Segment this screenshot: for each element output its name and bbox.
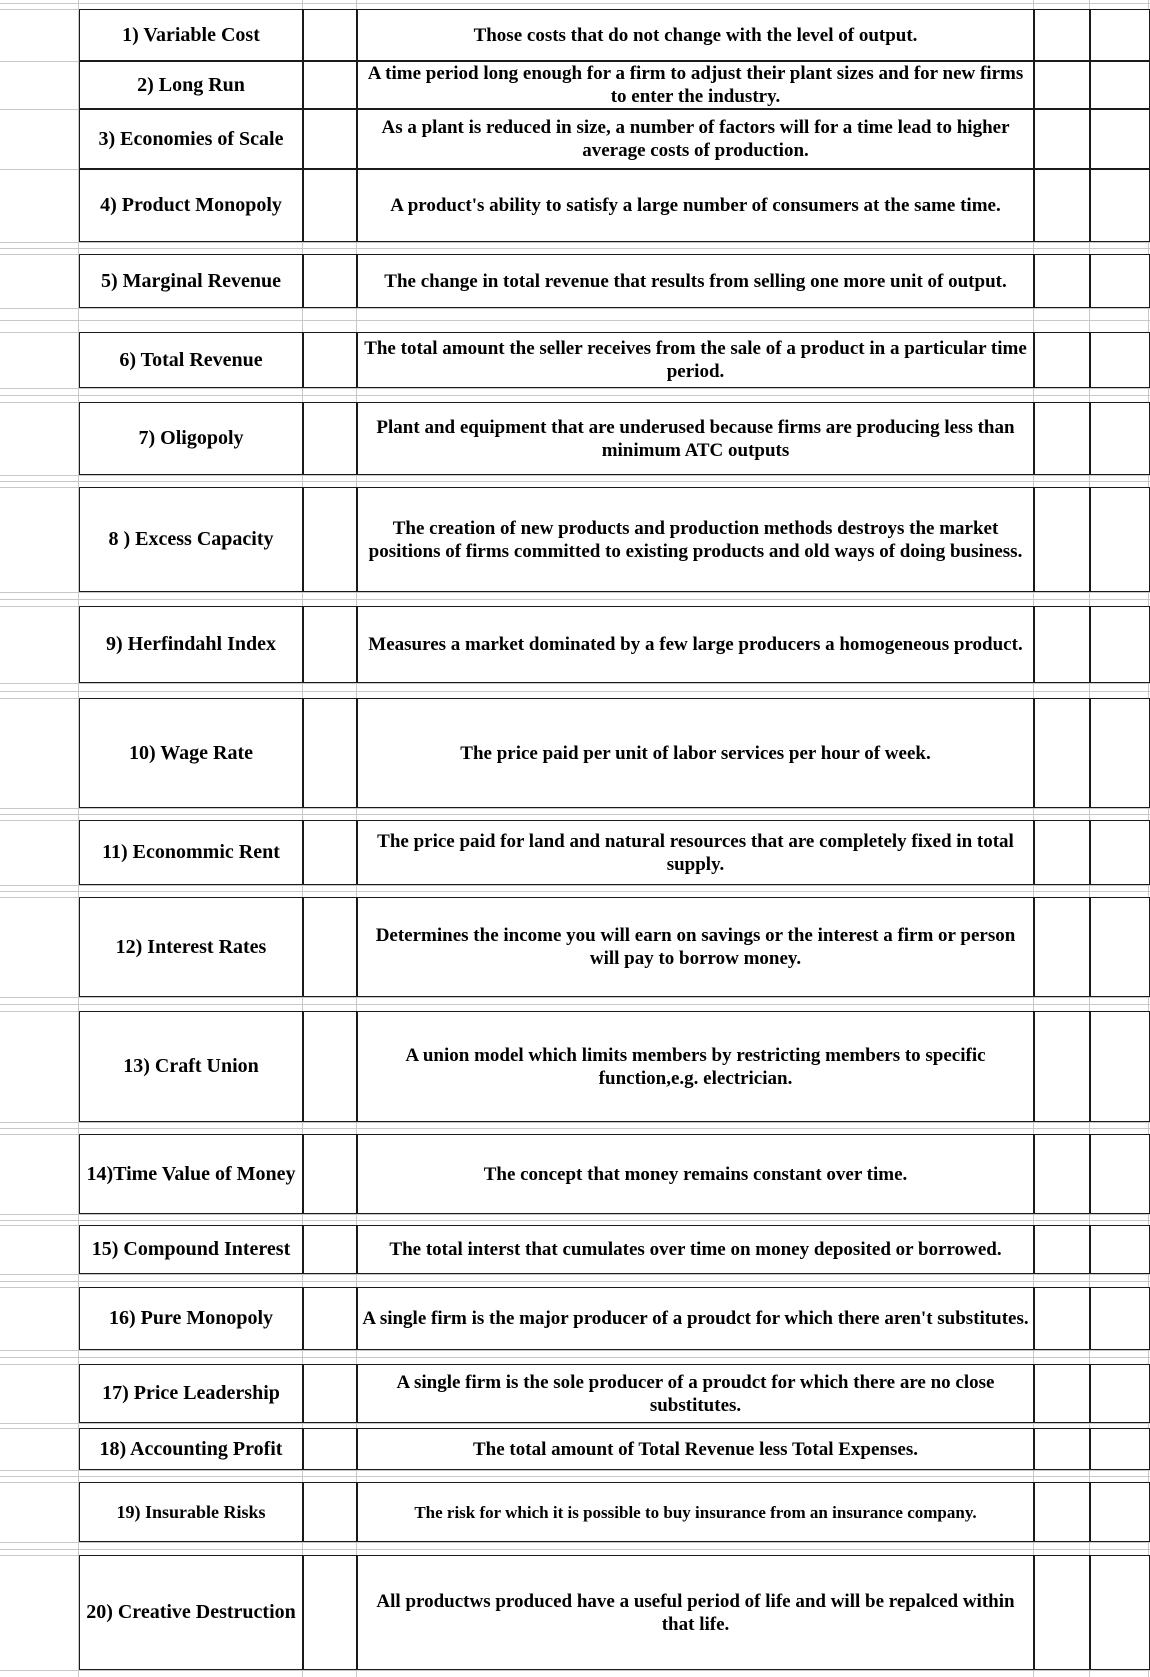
grid-line (0, 1423, 1150, 1424)
empty-answer-cell[interactable] (1034, 698, 1090, 808)
definition-cell[interactable]: The total amount the seller receives from the sale of a product in a particular time period. (357, 332, 1034, 388)
empty-answer-cell[interactable] (1090, 332, 1150, 388)
empty-answer-cell[interactable] (303, 9, 357, 61)
definition-cell[interactable]: The change in total revenue that results from selling one more unit of output. (357, 254, 1034, 308)
empty-answer-cell[interactable] (303, 487, 357, 592)
empty-answer-cell[interactable] (1034, 487, 1090, 592)
empty-answer-cell[interactable] (1090, 254, 1150, 308)
empty-answer-cell[interactable] (303, 698, 357, 808)
empty-answer-cell[interactable] (1034, 820, 1090, 885)
empty-answer-cell[interactable] (1090, 698, 1150, 808)
empty-answer-cell[interactable] (303, 1555, 357, 1670)
empty-answer-cell[interactable] (303, 109, 357, 169)
empty-answer-cell[interactable] (1034, 1482, 1090, 1542)
grid-line (0, 691, 1150, 692)
empty-answer-cell[interactable] (303, 1482, 357, 1542)
empty-answer-cell[interactable] (1034, 332, 1090, 388)
empty-answer-cell[interactable] (1034, 1134, 1090, 1214)
term-cell[interactable]: 4) Product Monopoly (79, 169, 303, 242)
empty-answer-cell[interactable] (1090, 1364, 1150, 1423)
grid-line (0, 248, 1150, 249)
grid-line (0, 1274, 1150, 1275)
empty-answer-cell[interactable] (1034, 254, 1090, 308)
term-cell[interactable]: 9) Herfindahl Index (79, 606, 303, 683)
grid-line (0, 891, 1150, 892)
term-cell[interactable]: 20) Creative Destruction (79, 1555, 303, 1670)
empty-answer-cell[interactable] (1090, 61, 1150, 109)
empty-answer-cell[interactable] (303, 61, 357, 109)
empty-answer-cell[interactable] (1090, 109, 1150, 169)
grid-line (0, 3, 1150, 4)
empty-answer-cell[interactable] (1090, 402, 1150, 475)
empty-answer-cell[interactable] (1034, 1287, 1090, 1350)
definition-cell[interactable]: A single firm is the major producer of a proudct for which there aren't substitutes. (357, 1287, 1034, 1350)
term-cell[interactable]: 17) Price Leadership (79, 1364, 303, 1423)
empty-answer-cell[interactable] (1034, 606, 1090, 683)
empty-answer-cell[interactable] (1034, 9, 1090, 61)
empty-answer-cell[interactable] (1090, 1287, 1150, 1350)
empty-answer-cell[interactable] (1090, 169, 1150, 242)
empty-answer-cell[interactable] (1034, 169, 1090, 242)
definition-cell[interactable]: The risk for which it is possible to buy insurance from an insurance company. (357, 1482, 1034, 1542)
grid-line (0, 1004, 1150, 1005)
definition-cell[interactable]: Those costs that do not change with the level of output. (357, 9, 1034, 61)
empty-answer-cell[interactable] (303, 1364, 357, 1423)
empty-answer-cell[interactable] (1090, 487, 1150, 592)
definition-cell[interactable]: Measures a market dominated by a few large producers a homogeneous product. (357, 606, 1034, 683)
grid-line (0, 1470, 1150, 1471)
definition-cell[interactable]: Plant and equipment that are underused because firms are producing less than minimum ATC outputs (357, 402, 1034, 475)
empty-answer-cell[interactable] (303, 402, 357, 475)
definition-cell[interactable]: A single firm is the sole producer of a proudct for which there are no close substitutes. (357, 1364, 1034, 1423)
grid-line (0, 1214, 1150, 1215)
grid-line (0, 599, 1150, 600)
grid-line (0, 308, 1150, 309)
term-cell[interactable]: 10) Wage Rate (79, 698, 303, 808)
term-cell[interactable]: 7) Oligopoly (79, 402, 303, 475)
grid-line (0, 1357, 1150, 1358)
grid-line (0, 997, 1150, 998)
empty-answer-cell[interactable] (1090, 1011, 1150, 1122)
empty-answer-cell[interactable] (1034, 402, 1090, 475)
grid-line (0, 885, 1150, 886)
term-cell[interactable]: 13) Craft Union (79, 1011, 303, 1122)
grid-line (0, 683, 1150, 684)
term-cell[interactable]: 8 ) Excess Capacity (79, 487, 303, 592)
empty-answer-cell[interactable] (1034, 1011, 1090, 1122)
grid-line (0, 242, 1150, 243)
empty-answer-cell[interactable] (1090, 820, 1150, 885)
empty-answer-cell[interactable] (1034, 1364, 1090, 1423)
term-cell[interactable]: 2) Long Run (79, 61, 303, 109)
term-cell[interactable]: 12) Interest Rates (79, 897, 303, 997)
empty-answer-cell[interactable] (303, 1225, 357, 1274)
definition-cell[interactable]: As a plant is reduced in size, a number of factors will for a time lead to higher average costs of production. (357, 109, 1034, 169)
term-cell[interactable]: 5) Marginal Revenue (79, 254, 303, 308)
grid-line (0, 475, 1150, 476)
term-cell[interactable]: 3) Economies of Scale (79, 109, 303, 169)
empty-answer-cell[interactable] (303, 254, 357, 308)
definition-cell[interactable]: A time period long enough for a firm to adjust their plant sizes and for new firms to enter the industry. (357, 61, 1034, 109)
definition-cell[interactable]: Determines the income you will earn on savings or the interest a firm or person will pay to borrow money. (357, 897, 1034, 997)
definition-cell[interactable]: The total interst that cumulates over time on money deposited or borrowed. (357, 1225, 1034, 1274)
empty-answer-cell[interactable] (1090, 1555, 1150, 1670)
empty-answer-cell[interactable] (1034, 1428, 1090, 1470)
empty-answer-cell[interactable] (303, 820, 357, 885)
term-cell[interactable]: 1) Variable Cost (79, 9, 303, 61)
definition-cell[interactable]: The total amount of Total Revenue less Total Expenses. (357, 1428, 1034, 1470)
term-cell[interactable]: 15) Compound Interest (79, 1225, 303, 1274)
empty-answer-cell[interactable] (303, 169, 357, 242)
empty-answer-cell[interactable] (1090, 606, 1150, 683)
empty-answer-cell[interactable] (1034, 61, 1090, 109)
term-cell[interactable]: 16) Pure Monopoly (79, 1287, 303, 1350)
term-cell[interactable]: 6) Total Revenue (79, 332, 303, 388)
empty-answer-cell[interactable] (303, 1134, 357, 1214)
definition-cell[interactable]: A product's ability to satisfy a large number of consumers at the same time. (357, 169, 1034, 242)
empty-answer-cell[interactable] (1090, 1482, 1150, 1542)
grid-line (0, 388, 1150, 389)
definition-cell[interactable]: The concept that money remains constant over time. (357, 1134, 1034, 1214)
grid-line (0, 592, 1150, 593)
empty-answer-cell[interactable] (1090, 9, 1150, 61)
term-cell[interactable]: 11) Econommic Rent (79, 820, 303, 885)
empty-answer-cell[interactable] (303, 1287, 357, 1350)
grid-line (0, 1476, 1150, 1477)
definition-cell[interactable]: All productws produced have a useful period of life and will be repalced within that life. (357, 1555, 1034, 1670)
grid-line (0, 481, 1150, 482)
definition-cell[interactable]: The price paid for land and natural resources that are completely fixed in total supply. (357, 820, 1034, 885)
grid-line (0, 814, 1150, 815)
empty-answer-cell[interactable] (1034, 897, 1090, 997)
definition-cell[interactable]: The price paid per unit of labor services per hour of week. (357, 698, 1034, 808)
empty-answer-cell[interactable] (303, 1428, 357, 1470)
grid-line (0, 1220, 1150, 1221)
empty-answer-cell[interactable] (1090, 897, 1150, 997)
empty-answer-cell[interactable] (1090, 1428, 1150, 1470)
grid-line (0, 1281, 1150, 1282)
empty-answer-cell[interactable] (303, 332, 357, 388)
empty-answer-cell[interactable] (1090, 1225, 1150, 1274)
empty-answer-cell[interactable] (303, 897, 357, 997)
empty-answer-cell[interactable] (1034, 1555, 1090, 1670)
term-cell[interactable]: 14)Time Value of Money (79, 1134, 303, 1214)
grid-line (0, 1670, 1150, 1671)
grid-line (0, 320, 1150, 321)
empty-answer-cell[interactable] (303, 1011, 357, 1122)
grid-line (0, 1549, 1150, 1550)
empty-answer-cell[interactable] (1034, 1225, 1090, 1274)
grid-line (0, 1350, 1150, 1351)
grid-line (0, 1122, 1150, 1123)
definition-cell[interactable]: The creation of new products and production methods destroys the market positions of firms committed to existing products and old ways of doing business. (357, 487, 1034, 592)
term-cell[interactable]: 18) Accounting Profit (79, 1428, 303, 1470)
definition-cell[interactable]: A union model which limits members by restricting members to specific function,e.g. electrician. (357, 1011, 1034, 1122)
grid-line (0, 1542, 1150, 1543)
term-cell[interactable]: 19) Insurable Risks (79, 1482, 303, 1542)
grid-line (0, 808, 1150, 809)
grid-line (0, 1128, 1150, 1129)
grid-line (0, 395, 1150, 396)
empty-answer-cell[interactable] (1034, 109, 1090, 169)
empty-answer-cell[interactable] (303, 606, 357, 683)
empty-answer-cell[interactable] (1090, 1134, 1150, 1214)
